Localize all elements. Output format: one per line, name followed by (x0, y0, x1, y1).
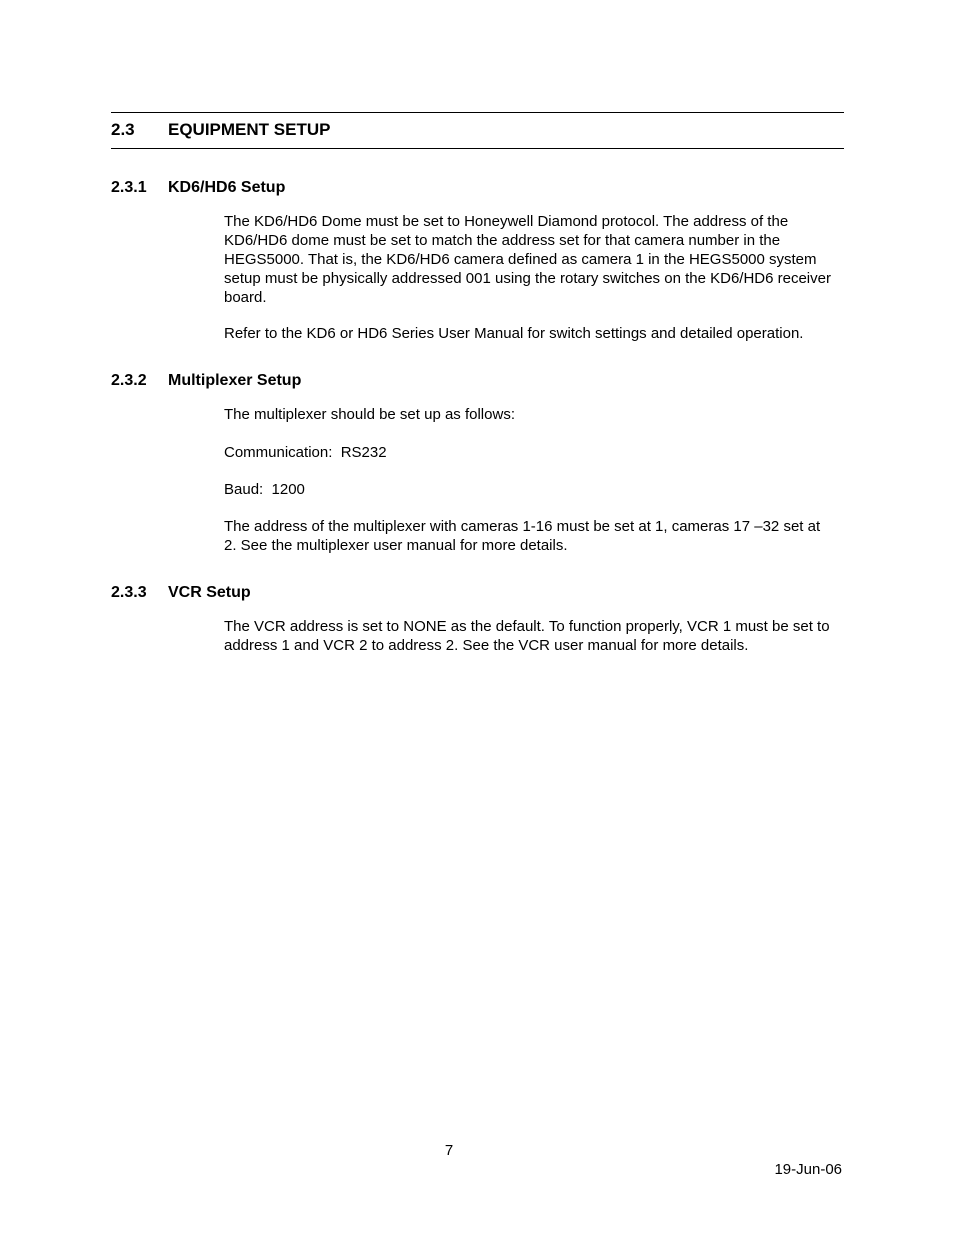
paragraph (224, 212, 846, 307)
subsection-number: 2.3.2 (111, 372, 147, 389)
paragraph-text: The KD6/HD6 Dome must be set to Honeywell Diamond protocol. The address of the KD6/HD6 dome must be set to match the address set for that camera number in the HEGS5000. That is, the KD6/HD6 camera defined as camera 1 in the HEGS5000 system setup must be physically addressed 001 using the rotary switches on the KD6/HD6 receiver board. (224, 213, 831, 306)
section-top-rule (111, 112, 844, 113)
paragraph-text: The multiplexer should be set up as follows: (224, 406, 515, 423)
subsection-heading-vcr (111, 583, 251, 603)
paragraph (224, 617, 834, 655)
page-number: 7 (444, 1142, 454, 1159)
section-number: 2.3 (111, 120, 135, 139)
subsection-heading-kd6-hd6 (111, 178, 285, 198)
paragraph-text: The VCR address is set to NONE as the default. To function properly, VCR 1 must be set to address 1 and VCR 2 to address 2. See the VCR user manual for more details. (224, 618, 830, 654)
section-heading (111, 120, 330, 140)
paragraph (224, 324, 849, 343)
subsection-number: 2.3.1 (111, 179, 147, 196)
paragraph (224, 517, 834, 555)
section-bottom-rule (111, 148, 844, 149)
paragraph-text: The address of the multiplexer with cameras 1-16 must be set at 1, cameras 17 –32 set at 2. See the multiplexer user manual for more details. (224, 518, 821, 554)
section-title: EQUIPMENT SETUP (168, 120, 331, 139)
communication-setting (224, 443, 849, 462)
baud-setting (224, 480, 849, 499)
subsection-title: VCR Setup (168, 584, 251, 601)
paragraph-text: Refer to the KD6 or HD6 Series User Manual for switch settings and detailed operation. (224, 325, 804, 342)
paragraph-text: Communication: RS232 (224, 444, 387, 461)
paragraph (224, 405, 849, 424)
subsection-title: Multiplexer Setup (168, 372, 302, 389)
paragraph-text: Baud: 1200 (224, 481, 305, 498)
subsection-title: KD6/HD6 Setup (168, 179, 286, 196)
page-date: 19-Jun-06 (774, 1161, 842, 1178)
subsection-number: 2.3.3 (111, 584, 147, 601)
subsection-heading-multiplexer (111, 371, 301, 391)
